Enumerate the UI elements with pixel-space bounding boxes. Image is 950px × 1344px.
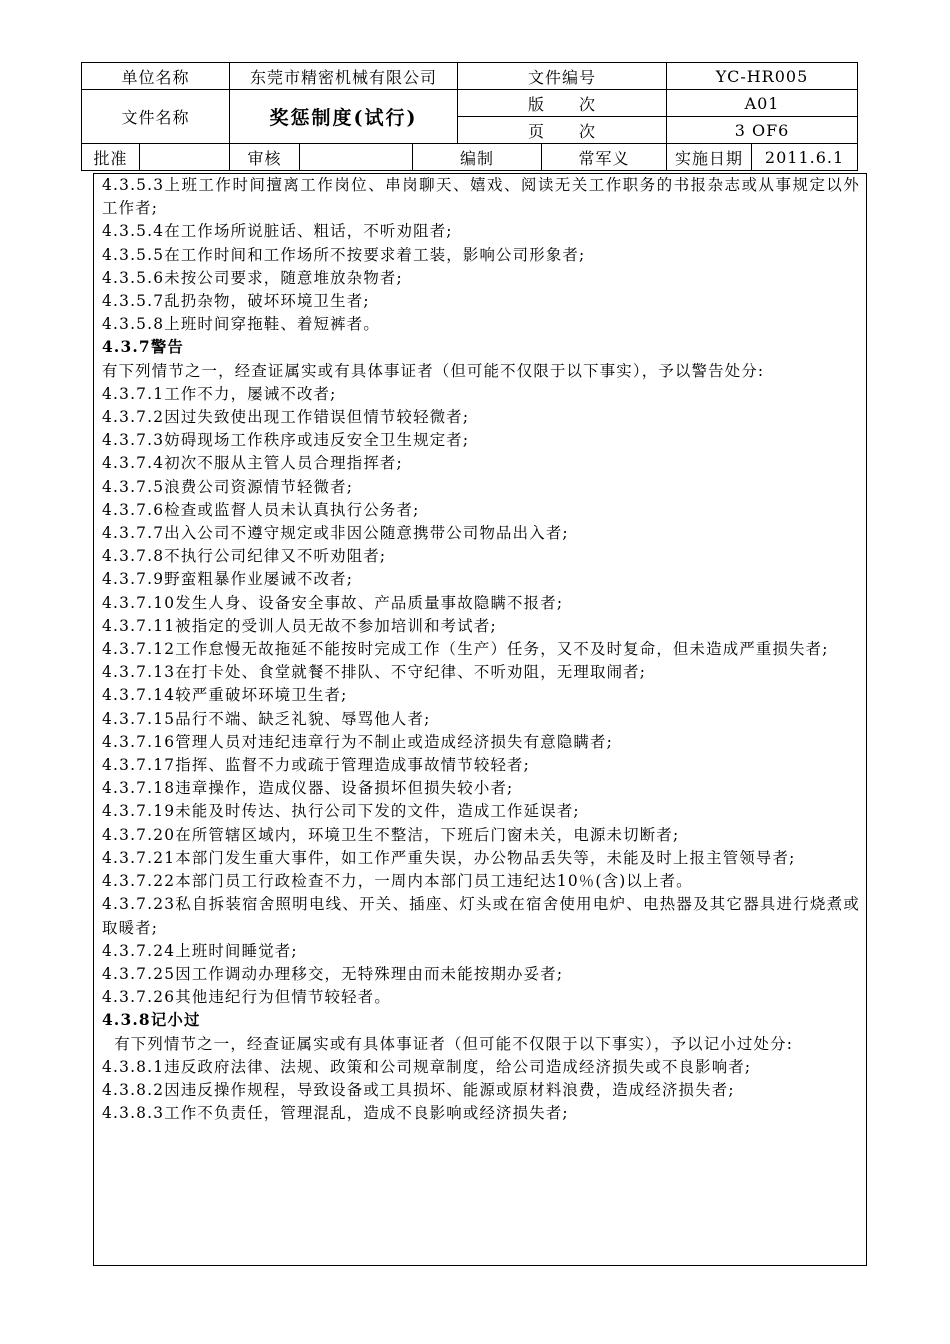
section-intro: 有下列情节之一，经查证属实或有具体事证者（但可能不仅限于以下事实），予以记小过处分:	[102, 1034, 794, 1053]
review-value	[300, 144, 413, 171]
clause-line: 4.3.7.5浪费公司资源情节轻微者;	[102, 477, 354, 496]
clause-line: 4.3.5.7乱扔杂物，破坏环境卫生者;	[102, 292, 370, 311]
effective-date-value: 2011.6.1	[752, 144, 858, 171]
clause-line: 4.3.7.24上班时间睡觉者;	[102, 941, 298, 960]
doc-number-value: YC-HR005	[667, 63, 858, 90]
clause-line: 4.3.7.14较严重破坏环境卫生者;	[102, 686, 348, 705]
clause-line: 4.3.7.20在所管辖区域内，环境卫生不整洁，下班后门窗未关，电源未切断者;	[102, 825, 680, 844]
clause-line: 4.3.7.15品行不端、缺乏礼貌、辱骂他人者;	[102, 709, 431, 728]
clause-line: 4.3.7.6检查或监督人员未认真执行公务者;	[102, 500, 420, 519]
clause-line: 4.3.7.3妨碍现场工作秩序或违反安全卫生规定者;	[102, 431, 470, 450]
review-label: 审核	[230, 144, 300, 171]
unit-name-label: 单位名称	[82, 63, 230, 90]
doc-title: 奖惩制度(试行)	[230, 90, 458, 144]
clause-line: 4.3.7.1工作不力，屡诫不改者;	[102, 384, 337, 403]
clause-line: 4.3.8.3工作不负责任，管理混乱，造成不良影响或经济损失者;	[102, 1104, 569, 1123]
clause-line: 4.3.7.18违章操作，造成仪器、设备损坏但损失较小者;	[102, 779, 514, 798]
clause-line: 4.3.7.19未能及时传达、执行公司下发的文件，造成工作延误者;	[102, 802, 580, 821]
version-value: A01	[667, 90, 858, 117]
clause-line: 4.3.7.13在打卡处、食堂就餐不排队、不守纪律、不听劝阻，无理取闹者;	[102, 663, 647, 682]
section-heading-warning: 4.3.7警告	[102, 338, 185, 357]
clause-line: 4.3.7.26其他违纪行为但情节较轻者。	[102, 988, 391, 1007]
clause-line: 4.3.8.1违反政府法律、法规、政策和公司规章制度，给公司造成经济损失或不良影响者;	[102, 1057, 752, 1076]
compile-value: 常军义	[542, 144, 667, 171]
page-value: 3 OF6	[667, 117, 858, 144]
document-header-table	[81, 62, 858, 171]
page-label: 页 次	[458, 117, 667, 144]
clause-line: 4.3.7.2因过失致使出现工作错误但情节较轻微者;	[102, 408, 470, 427]
approve-value	[140, 144, 230, 171]
clause-line: 4.3.5.3上班工作时间擅离工作岗位、串岗聊天、嬉戏、阅读无关工作职务的书报杂志或从事规定以外工作者;	[102, 176, 860, 218]
clause-line: 4.3.7.12工作怠慢无故拖延不能按时完成工作（生产）任务，又不及时复命，但未造成严重损失者;	[102, 640, 829, 659]
clause-line: 4.3.7.17指挥、监督不力或疏于管理造成事故情节较轻者;	[102, 756, 531, 775]
clause-line: 4.3.7.10发生人身、设备安全事故、产品质量事故隐瞒不报者;	[102, 593, 564, 612]
clause-line: 4.3.7.23私自拆装宿舍照明电线、开关、插座、灯头或在宿舍使用电炉、电热器及其它器具进行烧煮或取暖者;	[102, 895, 860, 937]
clause-line: 4.3.5.4在工作场所说脏话、粗话，不听劝阻者;	[102, 222, 453, 241]
compile-label: 编制	[413, 144, 542, 171]
section-heading-minor-demerit: 4.3.8记小过	[102, 1011, 201, 1030]
clause-line: 4.3.8.2因违反操作规程，导致设备或工具损坏、能源或原材料浪费，造成经济损失者;	[102, 1080, 735, 1099]
clause-line: 4.3.7.22本部门员工行政检查不力，一周内本部门员工违纪达10％(含)以上者。	[102, 872, 693, 891]
clause-line: 4.3.7.7出入公司不遵守规定或非因公随意携带公司物品出入者;	[102, 524, 569, 543]
unit-name-value: 东莞市精密机械有限公司	[230, 63, 458, 90]
clause-line: 4.3.7.16管理人员对违纪违章行为不制止或造成经济损失有意隐瞒者;	[102, 732, 613, 751]
section-intro: 有下列情节之一，经查证属实或有具体事证者（但可能不仅限于以下事实），予以警告处分:	[102, 361, 765, 380]
approve-label: 批准	[82, 144, 140, 171]
doc-name-label: 文件名称	[82, 90, 230, 144]
clause-line: 4.3.5.8上班时间穿拖鞋、着短裤者。	[102, 315, 380, 334]
clause-line: 4.3.7.4初次不服从主管人员合理指挥者;	[102, 454, 403, 473]
clause-line: 4.3.7.25因工作调动办理移交，无特殊理由而未能按期办妥者;	[102, 964, 564, 983]
clause-line: 4.3.5.5在工作时间和工作场所不按要求着工装，影响公司形象者;	[102, 245, 586, 264]
clause-line: 4.3.7.9野蛮粗暴作业屡诫不改者;	[102, 570, 354, 589]
clause-line: 4.3.5.6未按公司要求，随意堆放杂物者;	[102, 268, 403, 287]
clause-line: 4.3.7.11被指定的受训人员无故不参加培训和考试者;	[102, 616, 497, 635]
effective-date-label: 实施日期	[667, 144, 752, 171]
clause-line: 4.3.7.21本部门发生重大事件，如工作严重失误，办公物品丢失等，未能及时上报主管领导者;	[102, 848, 796, 867]
version-label: 版 次	[458, 90, 667, 117]
clause-line: 4.3.7.8不执行公司纪律又不听劝阻者;	[102, 547, 387, 566]
doc-number-label: 文件编号	[458, 63, 667, 90]
document-content	[102, 174, 860, 1125]
